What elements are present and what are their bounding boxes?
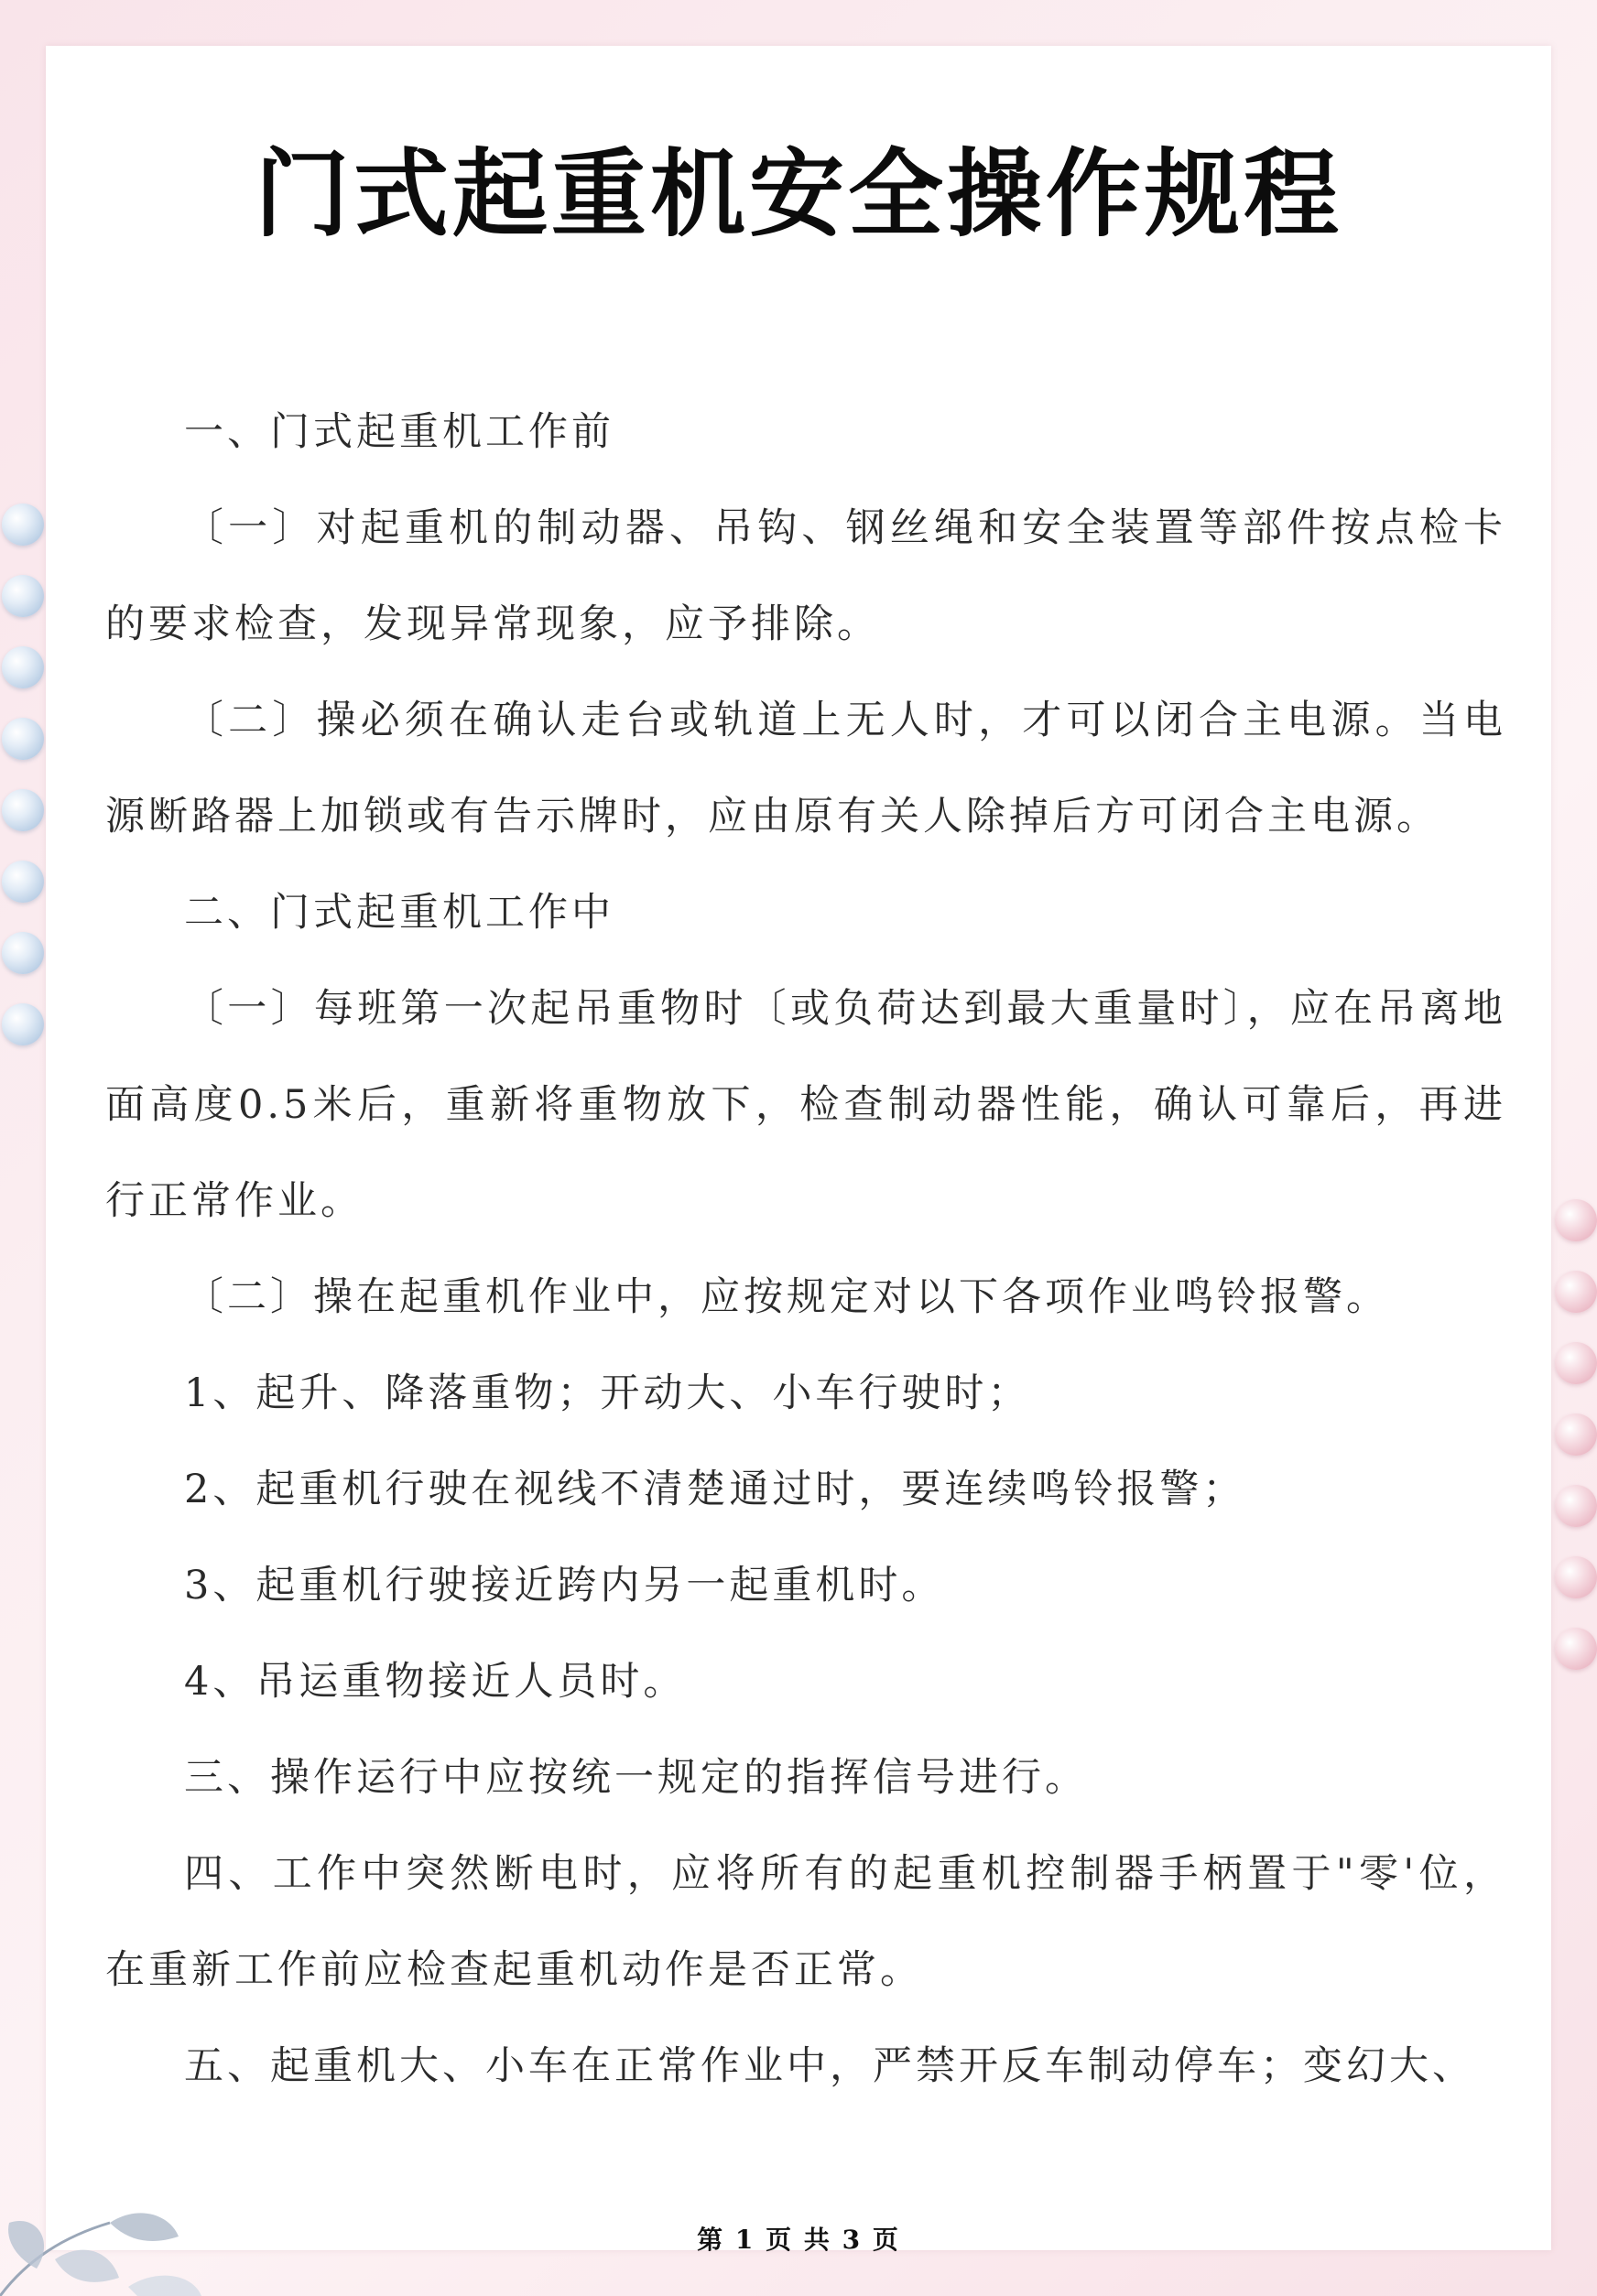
list-item: 3、起重机行驶接近跨内另一起重机时。: [184, 1563, 945, 1608]
section-heading: 四、工作中突然断电时，应将所有的起重机控制器手柄置于"零'位，在重新工作前应检查起重机动作是否正常。: [105, 1851, 1506, 1993]
paragraph: 〔一〕每班第一次起吊重物时〔或负荷达到最大重量时〕，应在吊离地面高度0.5米后，重新将重物放下，检查制动器性能，确认可靠后，再进行正常作业。: [105, 986, 1506, 1224]
document-title: 门式起重机安全操作规程: [254, 138, 1342, 250]
section-heading: 一、门式起重机工作前: [184, 409, 614, 455]
section-heading: 二、门式起重机工作中: [184, 890, 614, 936]
paragraph: 〔二〕操必须在确认走台或轨道上无人时，才可以闭合主电源。当电源断路器上加锁或有告示牌时，应由原有关人除掉后方可闭合主电源。: [105, 698, 1506, 839]
document-body: [105, 384, 1506, 2115]
section-heading: 五、起重机大、小车在正常作业中，严禁开反车制动停车；变幻大、: [184, 2043, 1475, 2089]
list-item: 4、吊运重物接近人员时。: [184, 1659, 687, 1705]
section-heading: 三、操作运行中应按统一规定的指挥信号进行。: [184, 1755, 1088, 1801]
list-item: 2、起重机行驶在视线不清楚通过时，要连续鸣铃报警；: [184, 1467, 1246, 1512]
list-item: 1、起升、降落重物；开动大、小车行驶时；: [184, 1370, 1031, 1416]
paragraph: 〔一〕对起重机的制动器、吊钩、钢丝绳和安全装置等部件按点检卡的要求检查，发现异常现象，应予排除。: [105, 505, 1506, 647]
page-number: 第 1 页 共 3 页: [697, 2225, 900, 2255]
paragraph: 〔二〕操在起重机作业中，应按规定对以下各项作业鸣铃报警。: [184, 1274, 1389, 1320]
